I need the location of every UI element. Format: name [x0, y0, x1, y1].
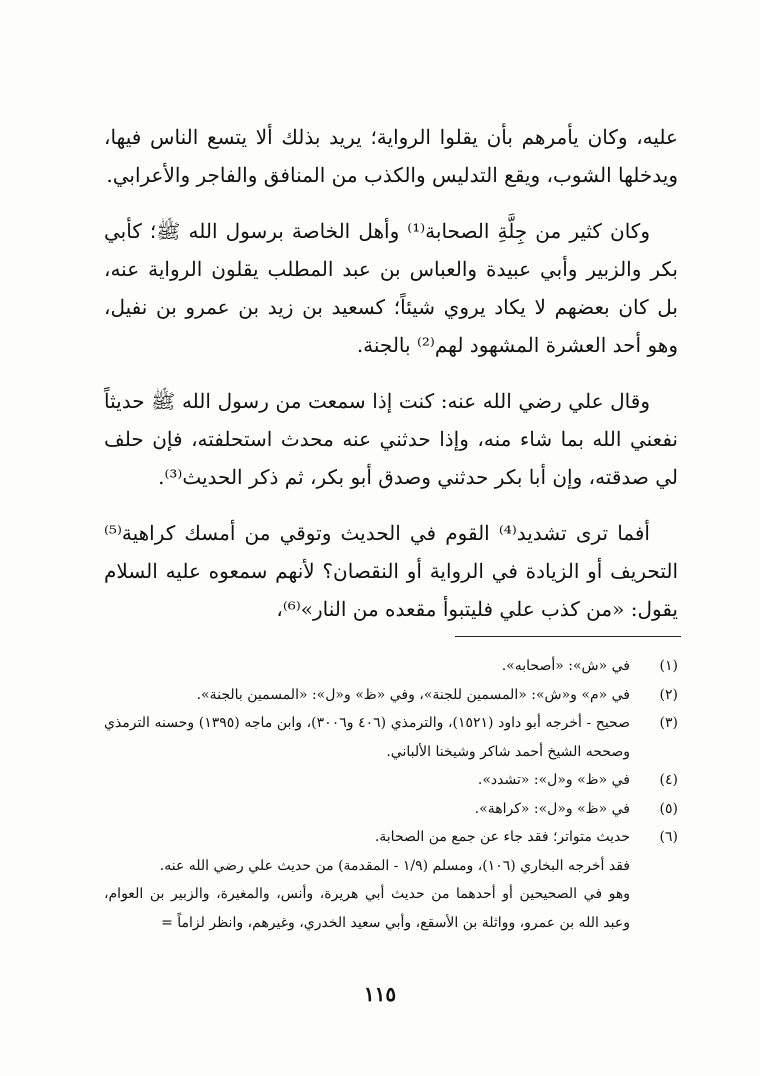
- footnote: [104, 795, 678, 824]
- footnote: [104, 652, 678, 681]
- footnote-continuation: فقد أخرجه البخاري (١٠٦)، ومسلم (١/٩ - المقدمة) من حديث علي رضي الله عنه.: [159, 857, 630, 874]
- main-text: [104, 118, 678, 628]
- paragraph: وقال علي رضي الله عنه: كنت إذا سمعت من رسول الله ﷺ حديثاً نفعني الله بما شاء منه، وإذا حدثني عنه محدث استحلفته، فإن حلف لي صدقته، وإن أبا بكر حدثني وصدق أبو بكر، ثم ذكر الحديث⁽³⁾.: [104, 389, 678, 489]
- paragraph: عليه، وكان يأمرهم بأن يقلوا الرواية؛ يريد بذلك ألا يتسع الناس فيها، ويدخلها الشوب، ويقع التدليس والكذب من المنافق والفاجر والأعرابي.: [104, 125, 678, 187]
- paragraph: وكان كثير من جِلَّةِ الصحابة⁽¹⁾ وأهل الخاصة برسول الله ﷺ؛ كأبي بكر والزبير وأبي عبيدة والعباس بن عبد المطلب يقلون الرواية عنه، بل كان بعضهم لا يكاد يروي شيئاً؛ كسعيد بن زيد بن عمرو بن نفيل، وهو أحد العشرة المشهود لهم⁽²⁾ بالجنة.: [104, 219, 678, 357]
- footnote-number: (٣): [659, 715, 678, 731]
- footnote-number: (٤): [659, 772, 678, 788]
- footnote-number: (٥): [659, 800, 678, 817]
- footnote: [104, 681, 678, 710]
- footnote-text: حديث متواتر؛ فقد جاء عن جمع من الصحابة.: [374, 829, 630, 845]
- footnote-divider: [455, 636, 681, 637]
- footnote-number: (٢): [659, 686, 678, 703]
- paragraph: أفما ترى تشديد⁽⁴⁾ القوم في الحديث وتوقي من أمسك كراهية⁽⁵⁾ التحريف أو الزيادة في الرواية أو النقصان؟ لأنهم سمعوه عليه السلام يقول: «من كذب علي فليتبوأ مقعده من النار»⁽⁶⁾،: [104, 521, 678, 621]
- footnote-text: في «م» و«ش»: «المسمين للجنة»، وفي «ظ» و«ل»: «المسمين بالجنة».: [196, 686, 630, 703]
- footnote-text: في «ش»: «أصحابه».: [501, 658, 630, 674]
- footnote: [104, 766, 678, 795]
- footnote-text: في «ظ» و«ل»: «تشدد».: [477, 772, 630, 788]
- footnote-text: في «ظ» و«ل»: «كراهة».: [474, 800, 630, 817]
- footnote: [104, 823, 678, 852]
- page-number: ١١٥: [363, 982, 397, 1006]
- footnote: [104, 709, 678, 766]
- footnotes: [104, 652, 678, 937]
- footnote-number: (١): [659, 658, 678, 674]
- footnote-number: (٦): [659, 829, 678, 845]
- footnote-text: صحيح - أخرجه أبو داود (١٥٢١)، والترمذي (٤٠٦ و٣٠٠٦)، وابن ماجه (١٣٩٥) وحسنه الترمذي وصححه الشيخ أحمد شاكر وشيخنا الألباني.: [104, 715, 630, 760]
- footnote-continuation: وهو في الصحيحين أو أحدهما من حديث أبي هريرة، وأنس، والمغيرة، والزبير بن العوام، وعبد الله بن عمرو، وواثلة بن الأسقع، وأبي سعيد الخدري، وغيرهم، وانظر لزاماً =: [104, 886, 630, 931]
